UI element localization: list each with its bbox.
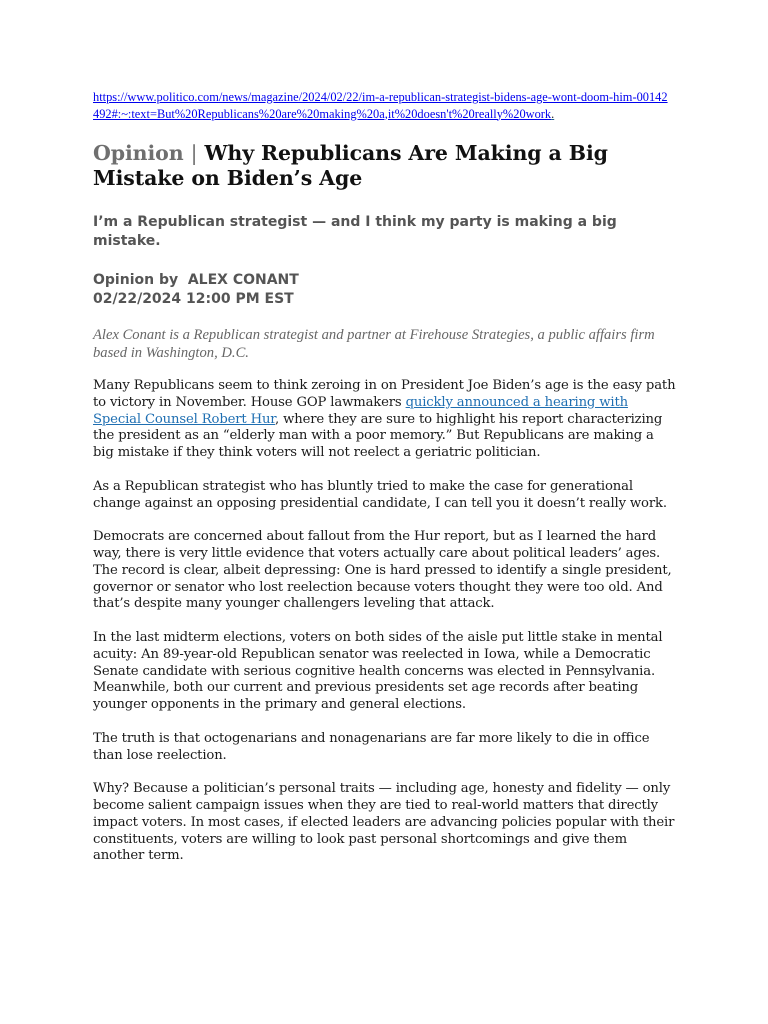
byline-datetime: 02/22/2024 12:00 PM EST [93,291,294,307]
body-paragraph-3: Democrats are concerned about fallout from the Hur report, but as I learned the hard way, there is very little evidence that voters actually care about political leaders’ ages. The record is clear, albeit depressing: One is hard pressed to identify a single president, governor or senator who lost reelection because voters thought they were too old. And that’s despite many younger challengers leveling that attack. [93,529,672,612]
byline-author-row [93,271,676,290]
byline-author: ALEX CONANT [187,272,299,288]
source-url-trailing: . [551,106,555,121]
body-paragraph-5: The truth is that octogenarians and nonagenarians are far more likely to die in office than lose reelection. [93,730,650,763]
headline-separator: | [190,141,198,165]
byline [93,271,676,309]
p1-before-link: Many Republicans seem to think zeroing in on President Joe Biden’s age is the easy path to victory in November. House GOP lawmakers [93,378,676,410]
p1-after-link: , where they are sure to highlight his report characterizing the president as an “elderly man with a poor memory.” But Republicans are making a big mistake if they think voters will not reelect a geriatric politician. [93,411,663,461]
source-url-link[interactable]: https://www.politico.com/news/magazine/2024/02/22/im-a-republican-strategist-bidens-age-wont-doom-him-00142492#:~:text=But%20Republicans%20are%20making%20a,it%20doesn't%20really%20work [93,90,668,121]
body-paragraph-1 [93,378,676,462]
section-label: Opinion [93,141,184,165]
source-url [93,89,668,122]
body-paragraph-6: Why? Because a politician’s personal traits — including age, honesty and fidelity — only become salient campaign issues when they are tied to real-world matters that directly impact voters. In most cases, if elected leaders are advancing policies popular with their constituents, voters are willing to look past personal shortcomings and give them another term. [93,781,675,864]
hur-hearing-link[interactable]: quickly announced a hearing with Special Counsel Robert Hur [93,394,628,427]
headline-title: Why Republicans Are Making a Big Mistake on Biden’s Age [93,141,608,190]
body-paragraph-2: As a Republican strategist who has bluntly tried to make the case for generational change against an opposing presidential candidate, I can tell you it doesn’t really work. [93,478,667,511]
dek: I’m a Republican strategist — and I think my party is making a big mistake. [93,214,617,249]
author-bio: Alex Conant is a Republican strategist and partner at Firehouse Strategies, a public affairs firm based in Washington, D.C. [93,327,655,361]
byline-prefix: Opinion by [93,272,179,288]
headline [93,141,676,191]
body-paragraph-4: In the last midterm elections, voters on both sides of the aisle put little stake in mental acuity: An 89-year-old Republican senator was reelected in Iowa, while a Democratic Senate candidate with serious cognitive health concerns was elected in Pennsylvania. Meanwhile, both our current and previous presidents set age records after beating younger opponents in the primary and general elections. [93,629,663,713]
